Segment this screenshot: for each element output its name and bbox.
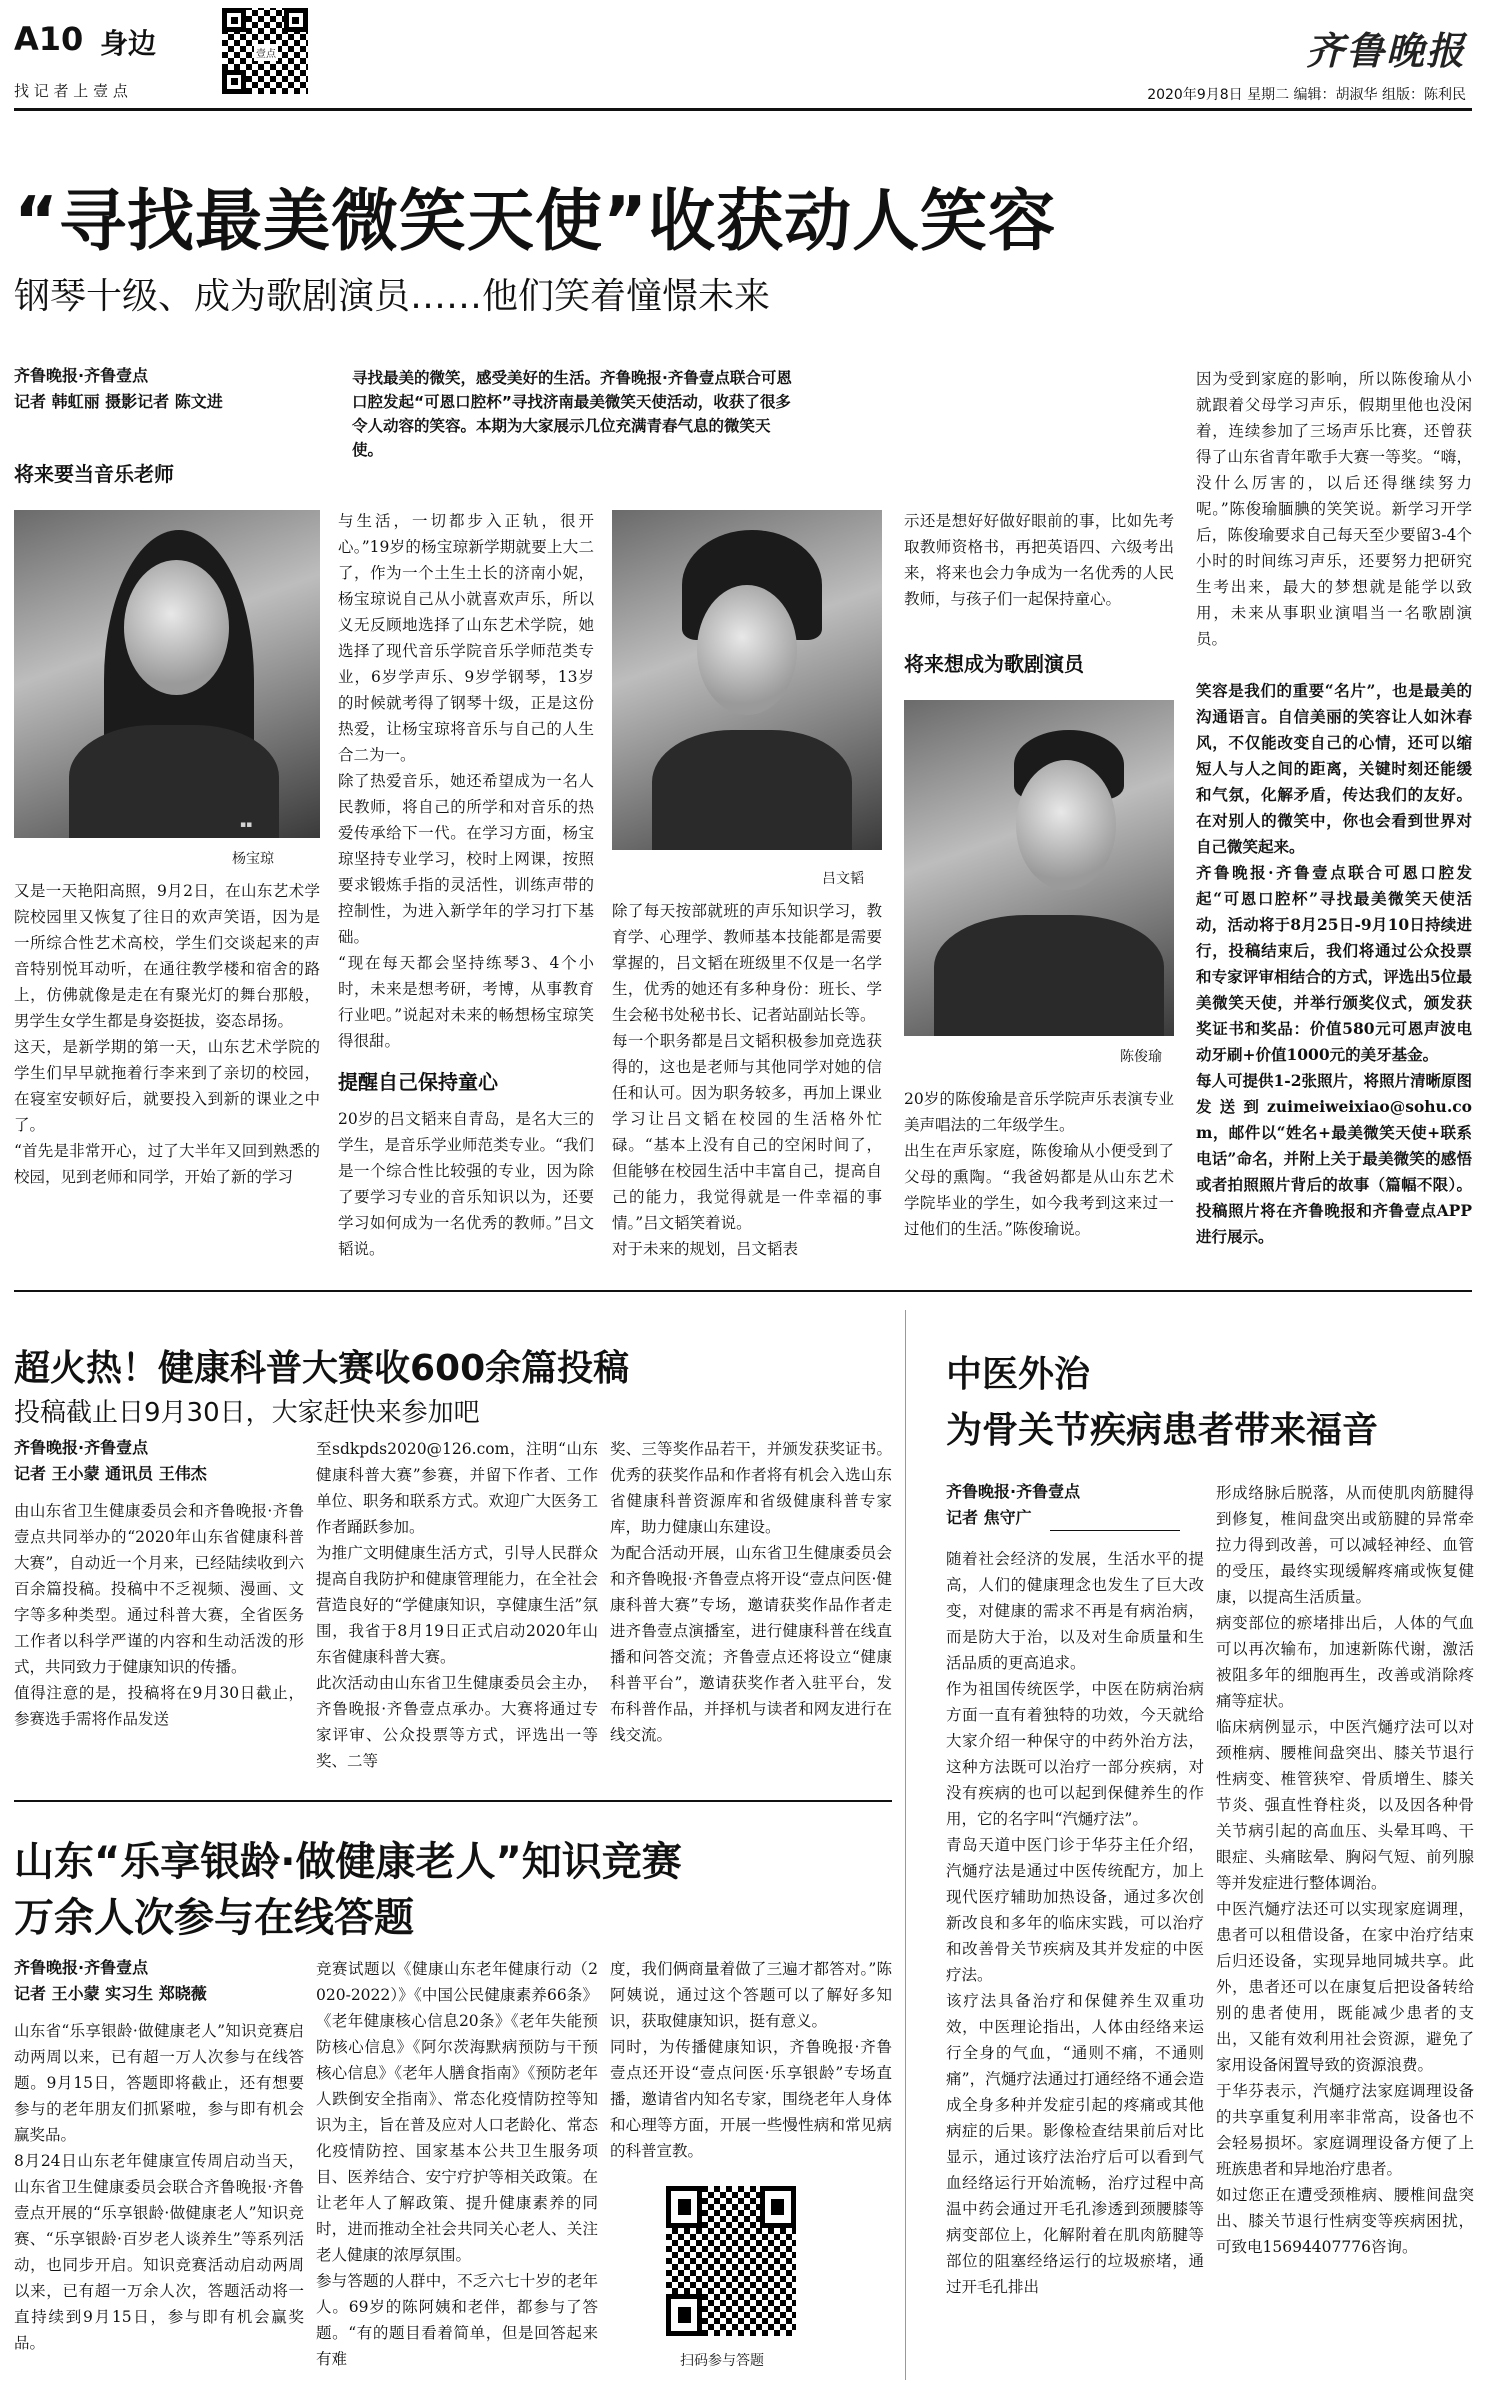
lead-col-3: 除了每天按部就班的声乐知识学习，教育学、心理学、教师基本技能都是需要掌握的，吕文韬在班级里不仅是一名学生，优秀的她还有多种身份：班长、学生会秘书处秘书长、记者站副站长等。 每一个职务都是吕文韬积极参加竞选获得的，这也是老师与其他同学对她的信任和认可。因为职务较多，再加上课业学习让吕文韬在校园的生活格外忙碌。“基本上没有自己的空闲时间了，但能够在校园生活中丰富自己，提高自己的能力，我觉得就是一件幸福的事情。”吕文韬笑着说。 对于未来的规划，吕文韬表 <box>612 902 882 1258</box>
page-meta: 2020年9月8日 星期二 编辑：胡淑华 组版：陈利民 <box>1147 87 1466 103</box>
caption-3: 陈俊瑜 <box>1120 1049 1162 1065</box>
lead-intro: 寻找最美的微笑，感受美好的生活。齐鲁晚报·齐鲁壹点联合可恩口腔发起“可恩口腔杯”寻找济南最美微笑天使活动，收获了很多令人动容的笑容。本期为大家展示几位充满青春气息的微笑天使。 <box>352 369 792 459</box>
story2-source: 齐鲁晚报·齐鲁壹点 <box>14 1438 149 1457</box>
caption-1: 杨宝琼 <box>232 851 274 867</box>
story4-source: 齐鲁晚报·齐鲁壹点 <box>946 1482 1081 1501</box>
lead-subhead-3: 将来想成为歌剧演员 <box>904 652 1084 676</box>
lead-col-1: 又是一天艳阳高照，9月2日，在山东艺术学院校园里又恢复了往日的欢声笑语，因为是一所综合性艺术高校，学生们交谈起来的声音特别悦耳动听，在通往教学楼和宿舍的路上，仿佛就像是走在有聚光灯的舞台那般，男学生女学生都是身姿挺拔，姿态昂扬。 这天，是新学期的第一天，山东艺术学院的学生们早早就拖着行李来到了亲切的校园，在寝室安顿好后，就要投入到新的课业之中了。 “首先是非常开心，过了大半年又回到熟悉的校园，见到老师和同学，开始了新的学习 <box>14 882 320 1186</box>
story3-col-2: 竞赛试题以《健康山东老年健康行动（2020-2022）》《中国公民健康素养66条》《老年健康核心信息20条》《老年失能预防核心信息》《阿尔茨海默病预防与干预核心信息》《老年人膳食指南》《预防老年人跌倒安全指南》、常态化疫情防控等知识为主，旨在普及应对人口老龄化、常态化疫情防控、国家基本公共卫生服务项目、医养结合、安宁疗护等相关政策。在让老年人了解政策、提升健康素养的同时，进而推动全社会共同关心老人、关注老人健康的浓厚氛围。 参与答题的人群中，不乏六七十岁的老年人。69岁的陈阿姨和老伴，都参与了答题。“有的题目看着简单，但是回答起来有难 <box>316 1960 598 2368</box>
story2-col-1: 由山东省卫生健康委员会和齐鲁晚报·齐鲁壹点共同举办的“2020年山东省健康科普大赛”，自动近一个月来，已经陆续收到六百余篇投稿。投稿中不乏视频、漫画、文字等多种类型。通过科普大赛，全省医务工作者以科学严谨的内容和生动活泼的形式，共同致力于健康知识的传播。 值得注意的是，投稿将在9月30日截止，参赛选手需将作品发送 <box>14 1502 304 1728</box>
caption-2: 吕文韬 <box>822 871 864 887</box>
story3-source: 齐鲁晚报·齐鲁壹点 <box>14 1958 149 1977</box>
story3-title-2: 万余人次参与在线答题 <box>14 1895 414 1941</box>
story4-title-2: 为骨关节疾病患者带来福音 <box>946 1410 1379 1451</box>
lead-col-2b: 20岁的吕文韬来自青岛，是名大三的学生，是音乐学业师范类专业。“我们是一个综合性比较强的专业，因为除了要学习专业的音乐知识以为，还要学习如何成为一名优秀的教师。”吕文韬说。 <box>338 1110 594 1258</box>
quiz-qr-code[interactable] <box>666 2186 796 2336</box>
lead-subhead-2: 提醒自己保持童心 <box>338 1070 498 1094</box>
story2-reporters: 记者 王小蒙 通讯员 王伟杰 <box>14 1464 207 1483</box>
qr-caption: 扫码参与答题 <box>680 2353 764 2369</box>
lead-subtitle: 钢琴十级、成为歌剧演员……他们笑着憧憬未来 <box>14 276 771 317</box>
lead-reporters: 记者 韩虹丽 摄影记者 陈文进 <box>14 392 223 411</box>
story4-divider <box>905 1310 906 2380</box>
lead-col-5: 因为受到家庭的影响，所以陈俊瑜从小就跟着父母学习声乐，假期里他也没闲着，连续参加了三场声乐比赛，还曾获得了山东省青年歌手大赛一等奖。“嗨，没什么厉害的，以后还得继续努力呢。”陈俊瑜腼腆的笑笑说。新学习开学后，陈俊瑜要求自己每天至少要留3-4个小时的时间练习声乐，还要努力把研究生考出来，最大的梦想就是能学以致用，未来从事职业演唱当一名歌剧演员。 <box>1196 370 1472 648</box>
page-number: A10 <box>14 20 84 58</box>
story4-title-1: 中医外治 <box>946 1354 1091 1395</box>
story2-col-2: 至sdkpds2020@126.com，注明“山东健康科普大赛”参赛，并留下作者、工作单位、职务和联系方式。欢迎广大医务工作者踊跃参加。 为推广文明健康生活方式，引导人民群众提高自我防护和健康管理能力，在全社会营造良好的“学健康知识，享健康生活”氛围，我省于8月19日正式启动2020年山东省健康科普大赛。 此次活动由山东省卫生健康委员会主办，齐鲁晚报·齐鲁壹点承办。大赛将通过专家评审、公众投票等方式，评选出一等奖、二等 <box>316 1440 598 1770</box>
story3-col-3: 度，我们俩商量着做了三遍才都答对。”陈阿姨说，通过这个答题可以了解好多知识，获取健康知识，挺有意义。 同时，为传播健康知识，齐鲁晚报·齐鲁壹点还开设“壹点问医·乐享银龄”专场直播，邀请省内知名专家，围绕老年人身体和心理等方面，开展一些慢性病和常见病的科普宣教。 <box>610 1960 892 2160</box>
lead-col-5-bold: 笑容是我们的重要“名片”，也是最美的沟通语言。自信美丽的笑容让人如沐春风，不仅能改变自己的心情，还可以缩短人与人之间的距离，关键时刻还能缓和气氛，化解矛盾，传达我们的友好。在对别人的微笑中，你也会看到世界对自己微笑起来。 齐鲁晚报·齐鲁壹点联合可恩口腔发起“可恩口腔杯”寻找最美微笑天使活动，活动将于8月25日-9月10日持续进行，投稿结束后，我们将通过公众投票和专家评审相结合的方式，评选出5位最美微笑天使，并举行颁奖仪式，颁发获奖证书和奖品：价值580元可恩声波电动牙刷+价值1000元的美牙基金。 每人可提供1-2张照片，将照片清晰原图发送到zuimeiweixiao@sohu.com，邮件以“姓名+最美微笑天使+联系电话”命名，并附上关于最美微笑的感悟或者拍照照片背后的故事（篇幅不限）。投稿照片将在齐鲁晚报和齐鲁壹点APP进行展示。 <box>1196 681 1472 1246</box>
lead-title: “寻找最美微笑天使”收获动人笑容 <box>14 182 1057 260</box>
photo-chen-junyu <box>904 700 1174 1036</box>
story2-subtitle: 投稿截止日9月30日，大家赶快来参加吧 <box>14 1398 480 1428</box>
lead-col-4-top: 示还是想好好做好眼前的事，比如先考取教师资格书，再把英语四、六级考出来，将来也会力争成为一名优秀的人民教师，与孩子们一起保持童心。 <box>904 512 1174 608</box>
story3-title-1: 山东“乐享银龄·做健康老人”知识竞赛 <box>14 1839 682 1885</box>
lead-col-2: 与生活，一切都步入正轨，很开心。”19岁的杨宝琼新学期就要上大二了，作为一个土生土长的济南小妮，杨宝琼说自己从小就喜欢声乐，所以义无反顾地选择了山东艺术学院，她选择了现代音乐学院音乐学师范类专业，6岁学声乐、9岁学钢琴，13岁的时候就考得了钢琴十级，正是这份热爱，让杨宝琼将音乐与自己的人生合二为一。 除了热爱音乐，她还希望成为一名人民教师，将自己的所学和对音乐的热爱传承给下一代。在学习方面，杨宝琼坚持专业学习，校时上网课，按照要求锻炼手指的灵活性，训练声带的控制性，为进入新学年的学习打下基础。 “现在每天都会坚持练琴3、4个小时，未来是想考研，考博，从事教育行业吧。”说起对未来的畅想杨宝琼笑得很甜。 <box>338 512 594 1050</box>
header-qr-code[interactable] <box>222 8 308 94</box>
story2-col-3: 奖、三等奖作品若干，并颁发获奖证书。优秀的获奖作品和作者将有机会入选山东省健康科普资源库和省级健康科普专家库，助力健康山东建设。 为配合活动开展，山东省卫生健康委员会和齐鲁晚报·齐鲁壹点将开设“壹点问医·健康科普大赛”专场，邀请获奖作品作者走进齐鲁壹点演播室，进行健康科普在线直播和问答交流；齐鲁壹点还将设立“健康科普平台”，邀请获奖作者入驻平台，发布科普作品，并择机与读者和网友进行在线交流。 <box>610 1440 892 1744</box>
story3-reporters: 记者 王小蒙 实习生 郑晓薇 <box>14 1984 207 2003</box>
slogan: 找 记 者 上 壹 点 <box>14 82 128 100</box>
masthead-logo: 齐鲁晚报 <box>1305 28 1466 73</box>
reporter-underline <box>1050 1530 1180 1531</box>
lead-bottom-rule <box>14 1290 1472 1292</box>
photo-credit-icon: ▪▪ <box>240 820 253 830</box>
story4-col-1: 随着社会经济的发展，生活水平的提高，人们的健康理念也发生了巨大改变，对健康的需求不再是有病治病，而是防大于治，以及对生命质量和生活品质的更高追求。 作为祖国传统医学，中医在防病治病方面一直有着独特的功效，今天就给大家介绍一种保守的中药外治方法，这种方法既可以治疗一部分疾病，对没有疾病的也可以起到保健养生的作用，它的名字叫“汽熥疗法”。 青岛天道中医门诊于华芬主任介绍，汽熥疗法是通过中医传统配方，加上现代医疗辅助加热设备，通过多次创新改良和多年的临床实践，可以治疗和改善骨关节疾病及其并发症的中医疗法。 该疗法具备治疗和保健养生双重功效，中医理论指出，人体由经络来运行全身的气血，“通则不痛，不通则痛”，汽熥疗法通过打通经络不通会造成全身多种并发症引起的疼痛或其他病症的后果。影像检查结果前后对比显示，通过该疗法治疗后可以看到气血经络运行开始流畅，治疗过程中高温中药会通过开毛孔渗透到颈腰膝等病变部位上，化解附着在肌肉筋腱等部位的阻塞经络运行的垃圾瘀堵，通过开毛孔排出 <box>946 1550 1204 2296</box>
story2-bottom-rule <box>14 1800 892 1802</box>
lead-source: 齐鲁晚报·齐鲁壹点 <box>14 366 149 385</box>
photo-yang-baoqiong <box>14 510 320 838</box>
story2-title: 超火热！健康科普大赛收600余篇投稿 <box>14 1348 630 1389</box>
header-rule <box>14 108 1472 111</box>
story3-col-1: 山东省“乐享银龄·做健康老人”知识竞赛启动两周以来，已有超一万人次参与在线答题。9月15日，答题即将截止，还有想要参与的老年朋友们抓紧啦，参与即有机会赢奖品。 8月24日山东老年健康宣传周启动当天，山东省卫生健康委员会联合齐鲁晚报·齐鲁壹点开展的“乐享银龄·做健康老人”知识竞赛、“乐享银龄·百岁老人谈养生”等系列活动，也同步开启。知识竞赛活动启动两周以来，已有超一万余人次，答题活动将一直持续到9月15日，参与即有机会赢奖品。 <box>14 2022 304 2352</box>
lead-col-4: 20岁的陈俊瑜是音乐学院声乐表演专业美声唱法的二年级学生。 出生在声乐家庭，陈俊瑜从小便受到了父母的熏陶。“我爸妈都是从山东艺术学院毕业的学生，如今我考到这来过一过他们的生活。”陈俊瑜说。 <box>904 1090 1174 1238</box>
photo-lv-wentao <box>612 510 882 850</box>
section-name: 身边 <box>100 27 157 60</box>
story4-col-2: 形成络脉后脱落，从而使肌肉筋腱得到修复，椎间盘突出或筋腱的异常牵拉力得到改善，可以减轻神经、血管的受压，最终实现缓解疼痛或恢复健康，以提高生活质量。 病变部位的瘀堵排出后，人体的气血可以再次输布，加速新陈代谢，激活被阻多年的细胞再生，改善或消除疼痛等症状。 临床病例显示，中医汽熥疗法可以对颈椎病、腰椎间盘突出、膝关节退行性病变、椎管狭窄、骨质增生、膝关节炎、强直性脊柱炎，以及因各种骨关节病引起的高血压、头晕耳鸣、干眼症、头痛眩晕、胸闷气短、前列腺等并发症进行整体调治。 中医汽熥疗法还可以实现家庭调理，患者可以租借设备，在家中治疗结束后归还设备，实现异地同城共享。此外，患者还可以在康复后把设备转给别的患者使用，既能减少患者的支出，又能有效利用社会资源，避免了家用设备闲置导致的资源浪费。 于华芬表示，汽熥疗法家庭调理设备的共享重复利用率非常高，设备也不会轻易损坏。家庭调理设备方便了上班族患者和异地治疗患者。 如过您正在遭受颈椎病、腰椎间盘突出、膝关节退行性病变等疾病困扰，可致电15694407776咨询。 <box>1216 1484 1474 2256</box>
qr-label: 壹点 <box>254 44 278 61</box>
lead-subhead-1: 将来要当音乐老师 <box>14 462 174 486</box>
story4-reporters: 记者 焦守广 <box>946 1508 1032 1527</box>
